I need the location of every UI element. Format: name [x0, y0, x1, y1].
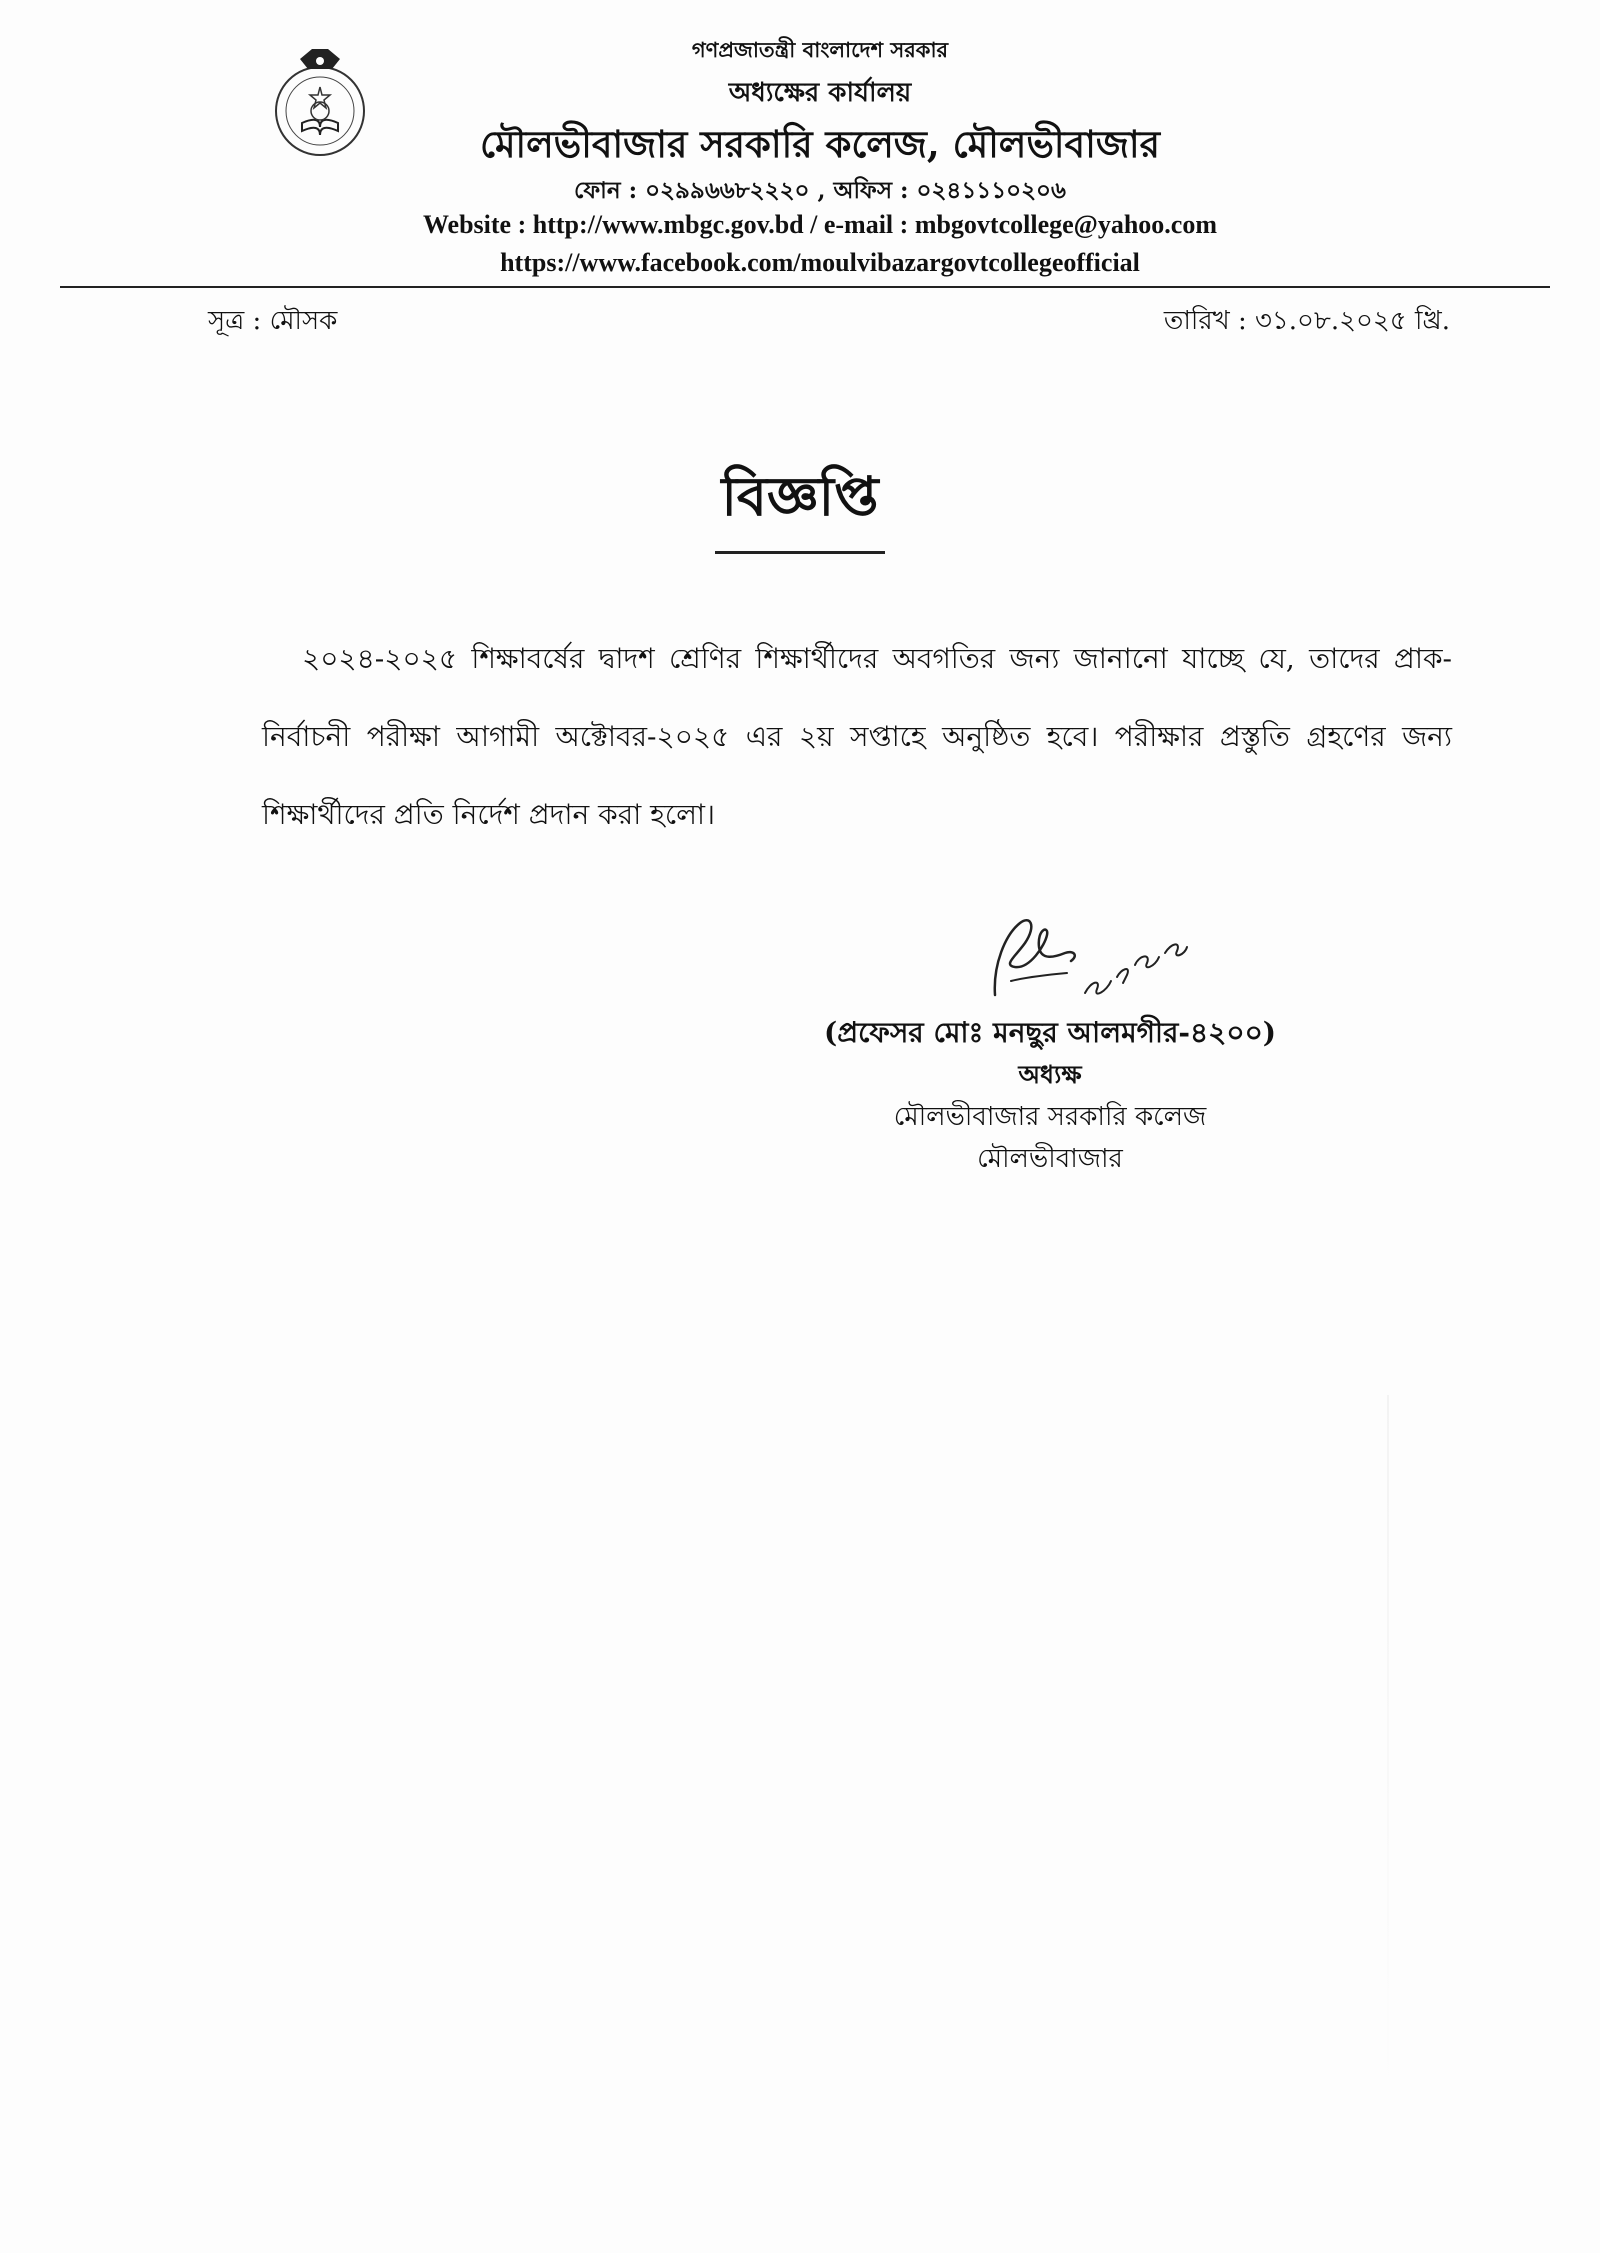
college-name: মৌলভীবাজার সরকারি কলেজ, মৌলভীবাজার — [479, 122, 1161, 166]
notice-title: বিজ্ঞপ্তি — [715, 455, 884, 554]
facebook-link: https://www.facebook.com/moulvibazargovtcollegeofficial — [500, 248, 1140, 277]
notice-date: তারিখ : ৩১.০৮.২০২৫ খ্রি. — [1163, 306, 1450, 336]
notice-body: ২০২৪-২০২৫ শিক্ষাবর্ষের দ্বাদশ শ্রেণির শিক্ষার্থীদের অবগতির জন্য জানানো যাচ্ছে যে, তাদের প্রাক-নির্বাচনী পরীক্ষা আগামী অক্টোবর-২০২৫ এর ২য় সপ্তাহে অনুষ্ঠিত হবে। পরীক্ষার প্রস্তুতি গ্রহণের জন্য শিক্ষার্থীদের প্রতি নির্দেশ প্রদান করা হলো। — [262, 642, 1452, 831]
header-divider — [60, 286, 1550, 288]
website-email-line: Website : http://www.mbgc.gov.bd / e-mail : mbgovtcollege@yahoo.com — [422, 210, 1217, 239]
phone-numbers: ফোন : ০২৯৯৬৬৮২২২০ , অফিস : ০২৪১১১০২০৬ — [574, 177, 1066, 204]
signatory-block — [815, 1012, 1285, 1180]
title-container — [0, 455, 1600, 554]
government-name: গণপ্রজাতন্ত্রী বাংলাদেশ সরকার — [691, 37, 949, 62]
signatory-location: মৌলভীবাজার — [977, 1144, 1123, 1174]
reference-number: সূত্র : মৌসক — [208, 306, 338, 336]
handwritten-signature — [975, 895, 1195, 1015]
signatory-institution: মৌলভীবাজার সরকারি কলেজ — [893, 1102, 1207, 1132]
signatory-designation: অধ্যক্ষ — [1018, 1060, 1082, 1089]
scan-artifact-line — [1387, 1395, 1389, 2095]
office-name: অধ্যক্ষের কার্যালয় — [728, 78, 912, 108]
signatory-name: (প্রফেসর মোঃ মনছুর আলমগীর-৪২০০) — [823, 1016, 1277, 1049]
